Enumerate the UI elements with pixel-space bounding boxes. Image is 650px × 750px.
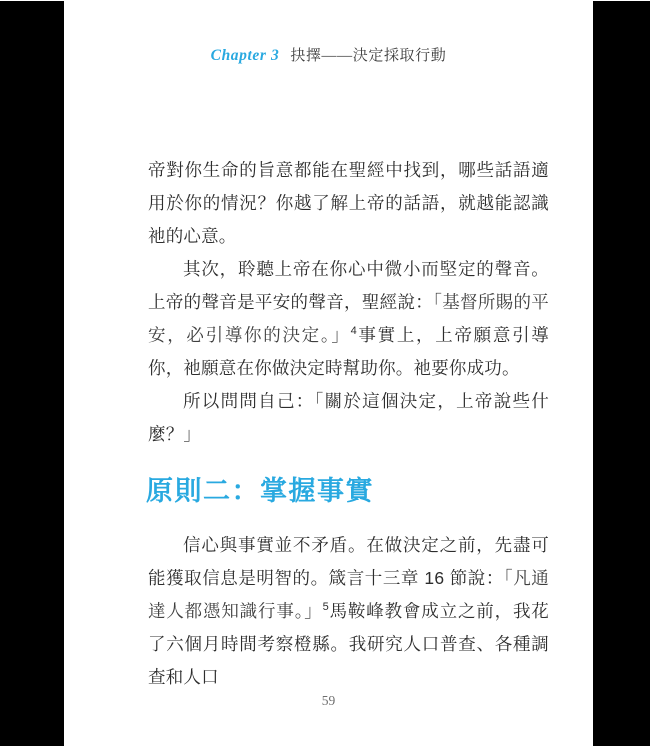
paragraph-text: 其次，聆聽上帝在你心中微小而堅定的聲音。上帝的聲音是平安的聲音，聖經說：「 — [148, 259, 549, 312]
paragraph-listen — [148, 253, 549, 385]
quote-close-bracket: 」 — [331, 325, 351, 345]
paragraph-text: 所以問問自己：「關於這個決定，上帝說些什麼？」 — [148, 391, 549, 444]
quote-close-bracket: 」 — [304, 601, 323, 621]
paragraph-facts — [148, 529, 549, 694]
paragraph-text: 信心與事實並不矛盾。在做決定之前，先盡可能獲取信息是明智的。箴言十三章 16 節說：「 — [148, 535, 549, 588]
paragraph-continuation — [148, 154, 549, 253]
footnote-ref-5: 5 — [322, 601, 329, 614]
page-number: 59 — [321, 693, 336, 708]
chapter-title: 抉擇——決定採取行動 — [290, 48, 447, 64]
text-column — [148, 154, 549, 694]
footnote-ref-4: 4 — [350, 325, 357, 338]
paragraph-ask-yourself — [148, 385, 549, 451]
section-heading-principle-2: 原則二：掌握事實 — [146, 476, 374, 506]
paragraph-text: 馬鞍峰教會成立之前，我花了六個月時間考察橙縣。我研究人口普查、各種調查和人口 — [148, 601, 549, 687]
paragraph-text: 帝對你生命的旨意都能在聖經中找到，哪些話語適用於你的情況？你越了解上帝的話語，就越能認識祂的心意。 — [148, 160, 549, 246]
chapter-label: Chapter 3 — [210, 47, 280, 64]
right-black-bar — [593, 1, 650, 746]
paragraph-text: 事實上，上帝願意引導你，祂願意在你做決定時幫助你。祂要你成功。 — [148, 325, 550, 378]
scripture-quote: 基督所賜的平安，必引導你的決定。 — [148, 292, 550, 345]
scripture-quote: 凡通達人都憑知識行事。 — [148, 568, 549, 621]
book-page — [64, 0, 593, 750]
left-black-bar — [0, 1, 64, 746]
running-header — [64, 44, 593, 65]
